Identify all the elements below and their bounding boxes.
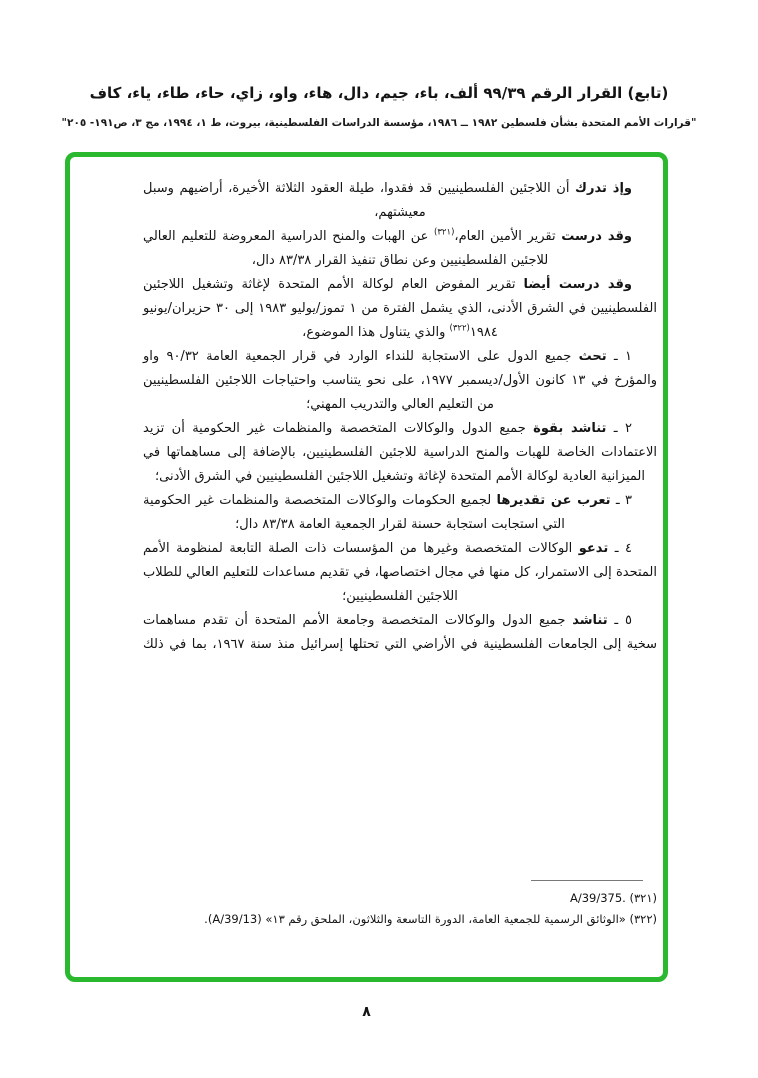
paragraph-segment: وإذ تدرك bbox=[575, 181, 633, 196]
footnote-text: «الوثائق الرسمية للجمعية العامة، الدورة التاسعة والثلاثون، الملحق رقم ١٣» (A/39/13). bbox=[204, 912, 626, 926]
paragraph bbox=[143, 609, 657, 657]
page-number: ٨ bbox=[362, 1004, 371, 1020]
paragraph-segment: وقد درست أيضا bbox=[523, 277, 632, 292]
paragraph-segment: تحث bbox=[578, 349, 607, 364]
paragraph-segment: ٢ ـ bbox=[606, 421, 633, 436]
paragraph-segment: تناشد بقوة bbox=[533, 421, 607, 436]
paragraph-segment: تقرير المفوض العام لوكالة الأمم المتحدة لإغاثة وتشغيل اللاجئين الفلسطينيين في الشرق الأدنى، الذي يشمل الفترة من ١ تموز/يوليو ١٩٨٣ إلى ٣٠ حزيران/يونيو ١٩٨٤ bbox=[143, 277, 657, 340]
paragraph bbox=[143, 273, 657, 345]
paragraph-segment: جميع الدول على الاستجابة للنداء الوارد في قرار الجمعية العامة ٩٠/٣٢ واو والمؤرخ في ١٣ كانون الأول/ديسمبر ١٩٧٧، على نحو يتناسب واحتياجات اللاجئين الفلسطينيين من التعليم العالي والتدريب المهني؛ bbox=[143, 349, 657, 412]
footnote-text: A/39/375. bbox=[569, 891, 626, 905]
footnote bbox=[153, 888, 657, 909]
footnote-ref-label: (٣٢١) bbox=[629, 891, 657, 905]
paragraph bbox=[143, 177, 657, 225]
document-header-title: (تابع) القرار الرقم ٩٩/٣٩ ألف، باء، جيم، دال، هاء، واو، زاي، حاء، طاء، ياء، كاف bbox=[89, 84, 669, 102]
footnote-ref-label: (٣٢٢) bbox=[629, 912, 657, 926]
paragraph bbox=[143, 537, 657, 609]
text-column bbox=[143, 177, 657, 657]
paragraph-segment: الوكالات المتخصصة وغيرها من المؤسسات ذات الصلة التابعة لمنظومة الأمم المتحدة إلى الاستمرار، كل منها في مجال اختصاصها، في تقديم مساعدات للتعليم العالي للطلاب اللاجئين الفلسطينيين؛ bbox=[143, 541, 657, 604]
paragraph-segment: ١ ـ bbox=[606, 349, 633, 364]
paragraph-segment: وقد درست bbox=[561, 229, 632, 244]
paragraph-segment: جميع الدول والوكالات المتخصصة وجامعة الأمم المتحدة أن تقدم مساهمات سخية إلى الجامعات الفلسطينية في الأراضي التي تحتلها إسرائيل منذ سنة ١٩٦٧، بما في ذلك bbox=[143, 613, 657, 652]
footnote-separator bbox=[531, 880, 643, 881]
paragraph-segment: ٣ ـ bbox=[610, 493, 632, 508]
footnote-area bbox=[143, 880, 657, 930]
paragraph-segment: ٤ ـ bbox=[608, 541, 632, 556]
footnote-reference-superscript: (٣٢٢) bbox=[449, 323, 470, 334]
paragraph-segment: تعرب عن تقديرها bbox=[496, 493, 611, 508]
paragraph-segment: ٥ ـ bbox=[607, 613, 632, 628]
footnote bbox=[153, 909, 657, 930]
green-border-box bbox=[65, 152, 668, 982]
paragraph bbox=[143, 345, 657, 417]
paragraph bbox=[143, 225, 657, 273]
paragraph-segment: والذي يتناول هذا الموضوع، bbox=[302, 325, 450, 340]
paragraph-segment: تقرير الأمين العام، bbox=[454, 229, 562, 244]
paragraph-segment: تناشد bbox=[572, 613, 608, 628]
paragraph-segment: أن اللاجئين الفلسطينيين قد فقدوا، طيلة العقود الثلاثة الأخيرة، أراضيهم وسبل معيشتهم، bbox=[143, 181, 576, 220]
document-header-source: "قرارات الأمم المتحدة بشأن فلسطين ١٩٨٢ ــ ١٩٨٦، مؤسسة الدراسات الفلسطينية، بيروت، ط ١، ١٩٩٤، مج ٣، ص١٩١- ٢٠٥" bbox=[61, 117, 697, 129]
paragraph-segment: عن الهبات والمنح الدراسية المعروضة للتعليم العالي للاجئين الفلسطينيين وعن نطاق تنفيذ القرار ٨٣/٣٨ دال، bbox=[143, 229, 549, 268]
paragraph-segment: تدعو bbox=[578, 541, 609, 556]
footnote-reference-superscript: (٣٢١) bbox=[434, 227, 455, 238]
paragraph bbox=[143, 489, 657, 537]
paragraph-segment: لجميع الحكومات والوكالات المتخصصة والمنظمات غير الحكومية التي استجابت استجابة حسنة لقرار الجمعية العامة ٨٣/٣٨ دال؛ bbox=[143, 493, 565, 532]
paragraph bbox=[143, 417, 657, 489]
paragraph-segment: جميع الدول والوكالات المتخصصة والمنظمات غير الحكومية أن تزيد الاعتمادات الخاصة للهبات والمنح الدراسية للاجئين الفلسطينيين، بالإضافة إلى مساهماتها في الميزانية العادية لوكالة الأمم المتحدة لإغاثة وتشغيل اللاجئين الفلسطينيين في الشرق الأدنى؛ bbox=[143, 421, 657, 484]
